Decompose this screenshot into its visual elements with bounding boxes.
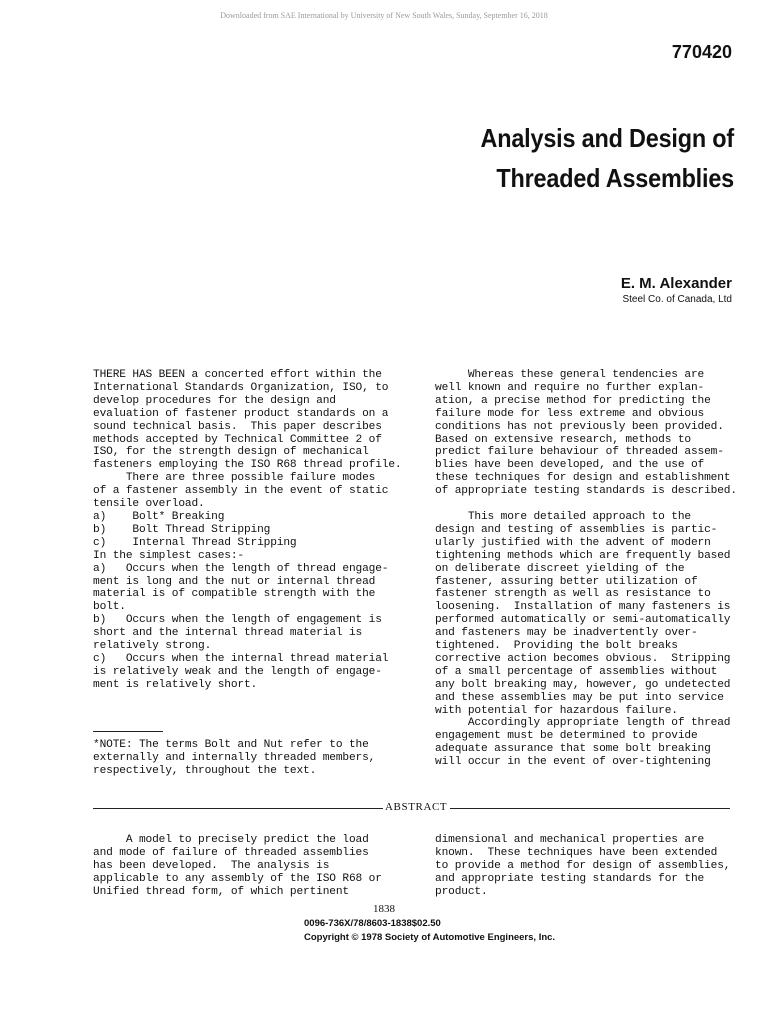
abstract-right-column: dimensional and mechanical properties are known. These techniques have been extended to provide a method for design of assemblies, and appropriate testing standards for the product.	[435, 834, 731, 898]
page-number: 1838	[373, 903, 395, 915]
footnote: *NOTE: The terms Bolt and Nut refer to the externally and internally threaded members, respectively, throughout the text.	[93, 739, 376, 777]
abstract-rule-left	[93, 808, 383, 809]
paper-title	[356, 118, 734, 198]
body-left-column: THERE HAS BEEN a concerted effort within the International Standards Organization, ISO, to develop procedures for the design and evaluation of fastener product standards on a sound technical basis. This paper describes methods accepted by Technical Committee 2 of ISO, for the strength design of mechanical fasteners employing the ISO R68 thread profile. There are three possible failure modes of a fastener assembly in the event of static tensile overload. a) Bolt* Breaking b) Bolt Thread Stripping c) Internal Thread Stripping In the simplest cases:- a) Occurs when the length of thread engage- ment is long and the nut or internal thread material is of compatible strength with the bolt. b) Occurs when the length of engagement is short and the internal thread material is relatively strong. c) Occurs when the internal thread material is relatively weak and the length of engage- ment is relatively short.	[93, 369, 402, 691]
paper-number: 770420	[671, 42, 732, 62]
issn-code: 0096-736X/78/8603-1838$02.50	[304, 918, 441, 929]
abstract-heading: ABSTRACT	[385, 801, 448, 813]
title-line-2: Threaded Assemblies	[496, 163, 734, 193]
abstract-left-column: A model to precisely predict the load and mode of failure of threaded assemblies has been developed. The analysis is applicable to any assembly of the ISO R68 or Unified thread form, of which pertinent	[93, 834, 382, 898]
author-affiliation: Steel Co. of Canada, Ltd	[622, 294, 732, 305]
download-note: Downloaded from SAE International by University of New South Wales, Sunday, September 16, 2018	[220, 11, 548, 20]
copyright-notice: Copyright © 1978 Society of Automotive Engineers, Inc.	[304, 932, 556, 943]
author-name: E. M. Alexander	[620, 275, 732, 292]
title-line-1: Analysis and Design of	[480, 123, 734, 153]
abstract-rule-right	[450, 808, 730, 809]
footnote-divider	[93, 731, 163, 732]
body-right-column: Whereas these general tendencies are well known and require no further explan- ation, a precise method for predicting the failure mode for less extreme and obvious conditions has not previously been provided. Based on extensive research, methods to predict failure behaviour of threaded assem- blies have been developed, and the use of these techniques for design and establishment of appropriate testing standards is described. This more detailed approach to the design and testing of assemblies is partic- ularly justified with the advent of modern tightening methods which are frequently based on deliberate discreet yielding of the fastener, assuring better utilization of fastener strength as well as resistance to loosening. Installation of many fasteners is performed automatically or semi-automatically and fasteners may be inadvertently over- tightened. Providing the bolt breaks corrective action becomes obvious. Stripping of a small percentage of assemblies without any bolt breaking may, however, go undetected and these assemblies may be put into service with potential for hazardous failure. Accordingly appropriate length of thread engagement must be determined to provide adequate assurance that some bolt breaking will occur in the event of over-tightening	[435, 369, 737, 769]
